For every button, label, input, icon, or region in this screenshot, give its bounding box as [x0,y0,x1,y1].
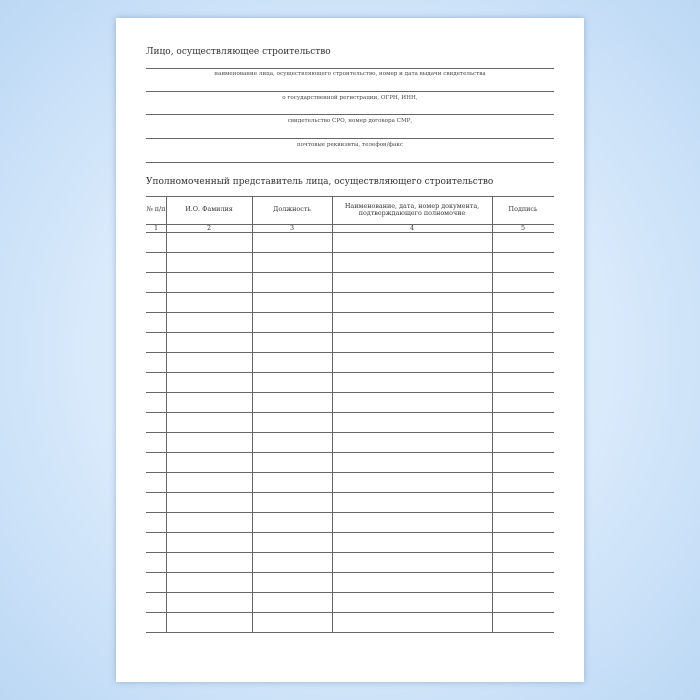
table-row-line [146,432,554,433]
header-full-name: И.О. Фамилия [185,205,233,214]
fill-line [146,68,554,69]
table-column-divider [492,196,493,632]
table-row-line [146,352,554,353]
document-page [116,18,584,682]
fill-line [146,91,554,92]
section-title-builder: Лицо, осуществляющее строительство [146,47,331,57]
column-number: 3 [289,224,295,232]
header-authority-document: Наименование, дата, номер документа, подтверждающего полномочие [344,201,480,217]
table-row-line [146,332,554,333]
table-row-line [146,632,554,633]
table-row-line [146,312,554,313]
table-row-line [146,372,554,373]
table-row-line [146,272,554,273]
fill-line [146,114,554,115]
table-row-line [146,292,554,293]
table-row-line [146,552,554,553]
table-column-divider [332,196,333,632]
table-row-line [146,472,554,473]
table-row-line [146,512,554,513]
fill-line [146,162,554,163]
table-row-line [146,232,554,233]
fill-line-caption: почтовые реквизиты, телефон/факс [296,142,404,148]
column-number: 2 [206,224,212,232]
table-row-line [146,532,554,533]
table-row-line [146,572,554,573]
table-column-divider [166,196,167,632]
fill-line [146,138,554,139]
header-row-number: № п/п [146,205,166,214]
header-signature: Подпись [508,205,538,214]
column-number: 1 [153,224,159,232]
table-row-line [146,612,554,613]
fill-line-caption: наименование лица, осуществляющего строительство, номер и дата выдачи свидетельства [214,71,486,77]
table-row-line [146,392,554,393]
fill-line-caption: свидетельство СРО, номер договора СМР, [287,118,413,124]
table-row-line [146,452,554,453]
column-number: 4 [409,224,415,232]
table-row-line [146,252,554,253]
column-number: 5 [520,224,526,232]
table-row-line [146,592,554,593]
table-column-divider [252,196,253,632]
section-title-representative: Уполномоченный представитель лица, осуществляющего строительство [146,177,494,187]
table-row-line [146,492,554,493]
fill-line-caption: о государственной регистрации, ОГРН, ИНН, [282,95,418,101]
header-position: Должность [273,205,311,214]
representatives-table [146,196,554,632]
table-row-line [146,412,554,413]
